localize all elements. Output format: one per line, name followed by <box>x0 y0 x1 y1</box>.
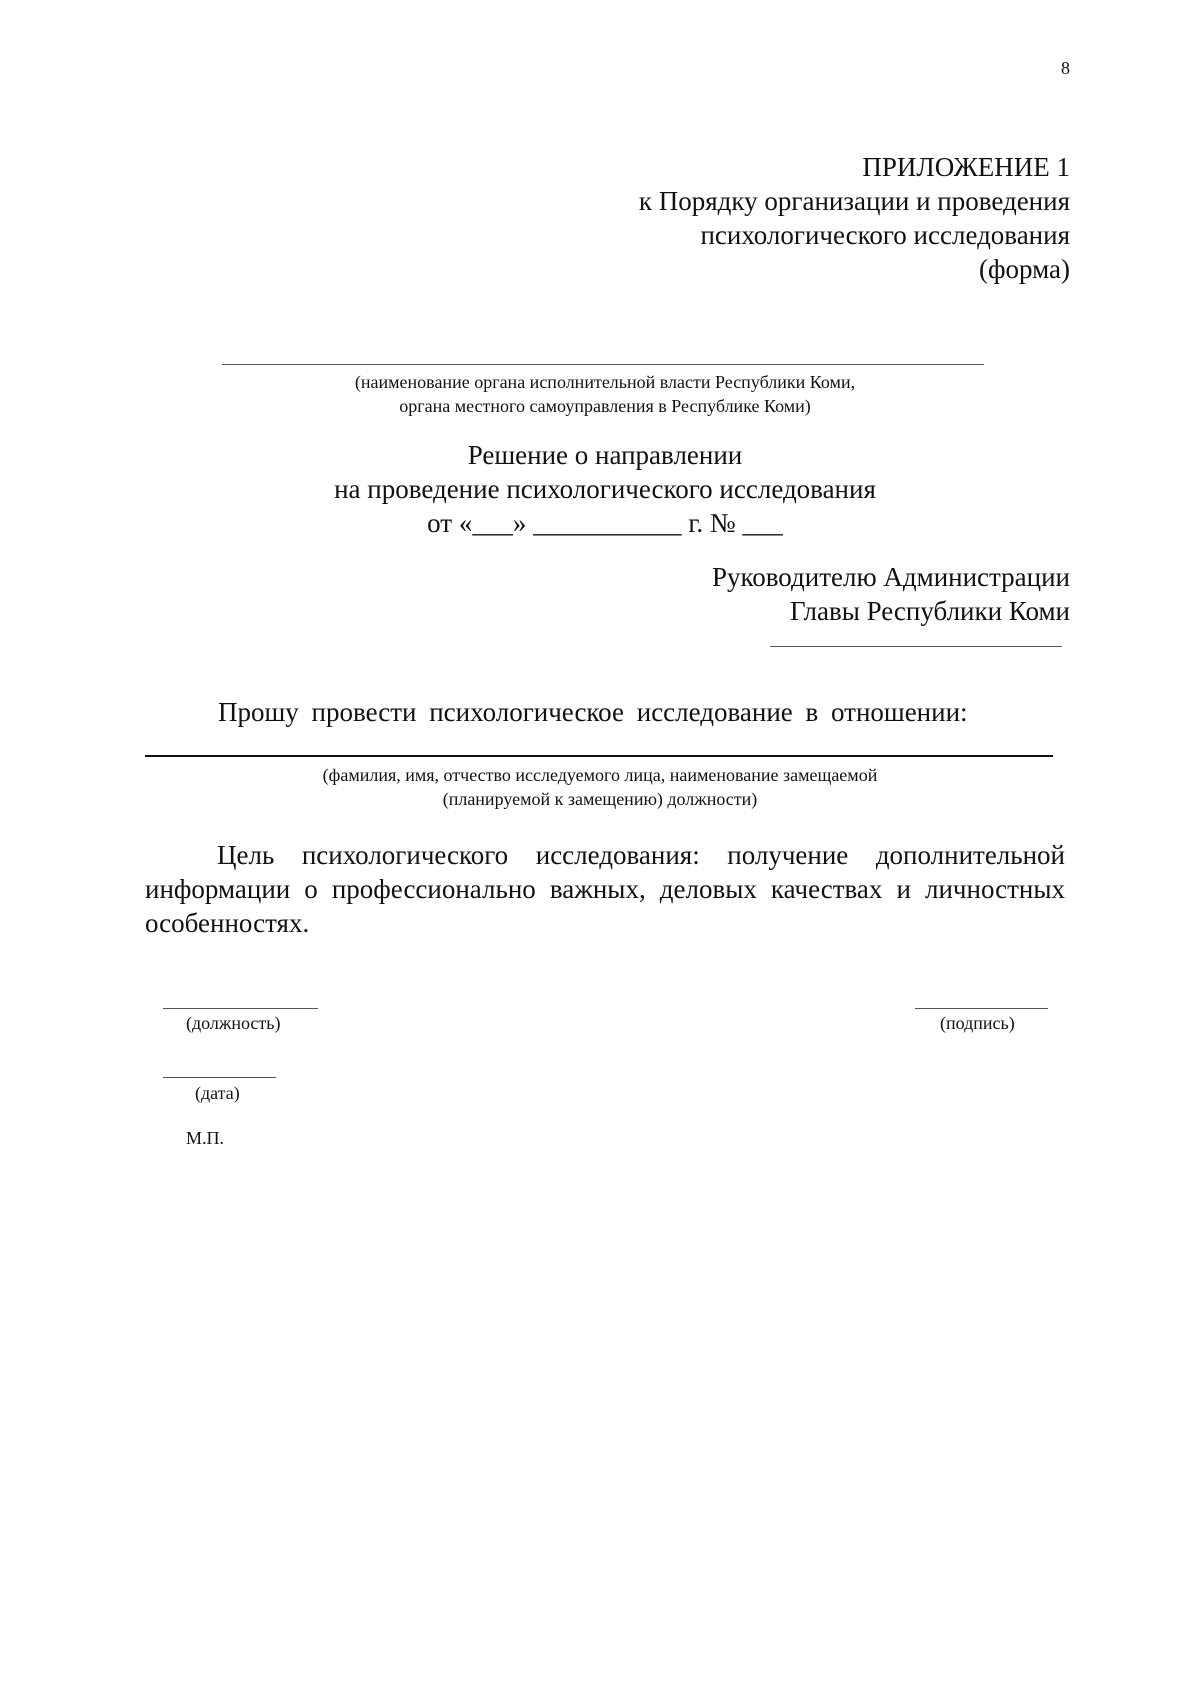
date-label: (дата) <box>195 1083 240 1103</box>
signature-label: (подпись) <box>940 1013 1015 1033</box>
org-caption-line2: органа местного самоуправления в Республике Коми) <box>399 396 811 416</box>
addressee-line2: Главы Республики Коми <box>789 596 1070 626</box>
decision-date-number-line: от «___» ___________ г. № ___ <box>427 508 783 538</box>
purpose-paragraph: Цель психологического исследования: получение дополнительной информации о профессионально важных, деловых качествах и личностных особенностях. <box>145 840 1065 938</box>
appendix-title: ПРИЛОЖЕНИЕ 1 <box>862 152 1070 182</box>
signature-blank-line[interactable] <box>915 1008 1048 1009</box>
request-text: Прошу провести психологическое исследование в отношении: <box>218 697 968 727</box>
person-caption-line2: (планируемой к замещению) должности) <box>442 789 758 809</box>
org-name-blank-line[interactable] <box>222 364 984 365</box>
person-caption-line1: (фамилия, имя, отчество исследуемого лица, наименование замещаемой <box>322 765 878 785</box>
date-blank-line[interactable] <box>163 1077 276 1078</box>
appendix-reference-line2: психологического исследования <box>700 220 1070 250</box>
org-caption-line1: (наименование органа исполнительной власти Республики Коми, <box>354 372 856 392</box>
addressee-line1: Руководителю Администрации <box>711 562 1070 592</box>
org-name-caption <box>220 370 990 418</box>
appendix-reference-line1: к Порядку организации и проведения <box>638 186 1070 216</box>
person-name-blank-line[interactable] <box>145 755 1053 757</box>
position-blank-line[interactable] <box>163 1008 318 1009</box>
decision-title-line2: на проведение психологического исследования <box>334 474 876 504</box>
addressee-block <box>712 560 1070 628</box>
addressee-name-blank-line[interactable] <box>770 646 1062 647</box>
decision-title-line1: Решение о направлении <box>467 440 743 470</box>
appendix-header <box>639 150 1070 286</box>
position-label: (должность) <box>186 1013 281 1033</box>
appendix-form-note: (форма) <box>979 254 1070 284</box>
decision-title <box>200 438 1010 540</box>
page-number: 8 <box>1061 58 1070 78</box>
stamp-label: М.П. <box>186 1128 225 1148</box>
person-caption <box>150 763 1050 811</box>
